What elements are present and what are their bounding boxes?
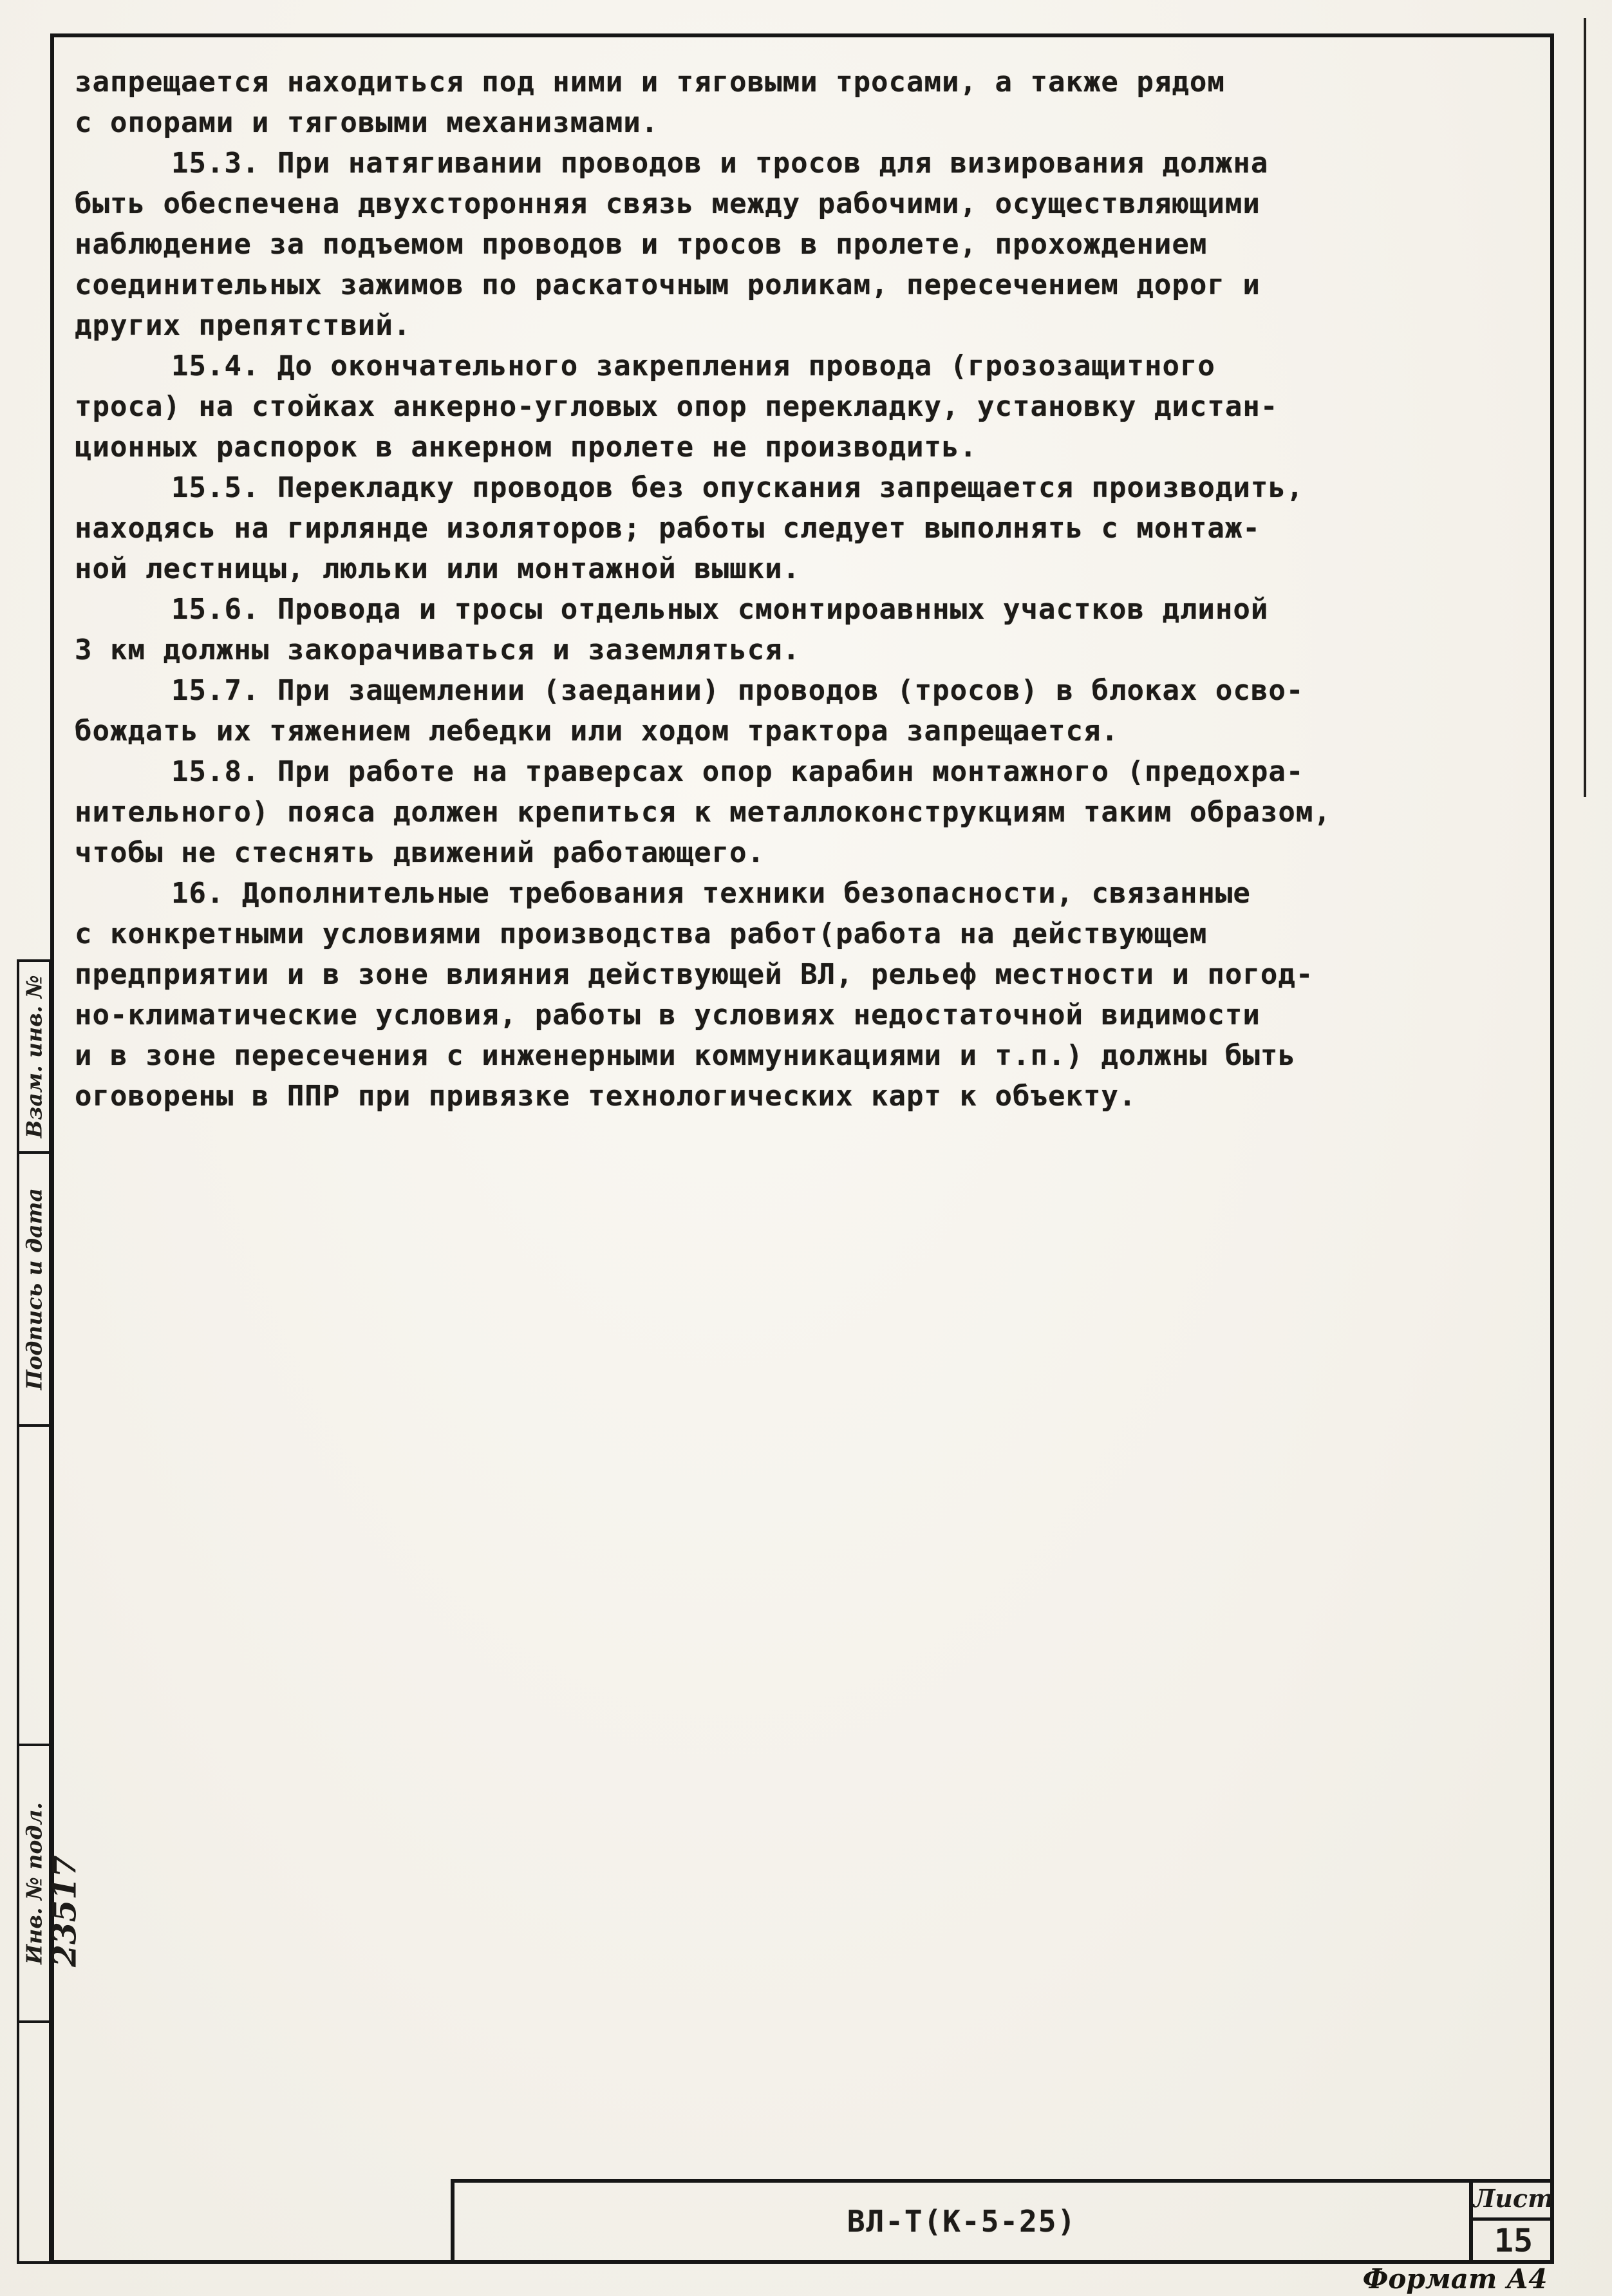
text-line: наблюдение за подъемом проводов и тросов в пролете, прохождением (75, 228, 1208, 261)
text-line: оговорены в ППР при привязке технологических карт к объекту. (75, 1080, 1137, 1113)
format-note-handwritten: Формат А4 (1362, 2263, 1548, 2295)
paragraph (75, 751, 1549, 873)
paragraph (75, 143, 1549, 346)
text-line: с конкретными условиями производства работ(работа на действующем (75, 917, 1208, 950)
text-line: 15.5. Перекладку проводов без опускания запрещается производить, (171, 471, 1304, 504)
text-line: запрещается находиться под ними и тяговыми тросами, а также рядом (75, 66, 1225, 99)
paragraph (75, 346, 1549, 467)
margin-box-empty-upper (17, 1424, 52, 1746)
text-line: 15.7. При защемлении (заедании) проводов (тросов) в блоках осво- (171, 674, 1304, 707)
text-line: ционных распорок в анкерном пролете не производить. (75, 431, 978, 464)
margin-box-podpis-data (17, 1151, 52, 1427)
sheet-number: 15 (1494, 2221, 1533, 2259)
text-line: быть обеспечена двухсторонняя связь между рабочими, осуществляющими (75, 187, 1261, 220)
text-line: но-климатические условия, работы в условиях недостаточной видимости (75, 999, 1261, 1031)
sheet-label: Лист (1473, 2183, 1554, 2213)
text-line: находясь на гирлянде изоляторов; работы следует выполнять с монтаж- (75, 512, 1261, 545)
text-line: других препятствий. (75, 309, 411, 342)
paragraph (75, 62, 1549, 143)
paragraph (75, 670, 1549, 751)
paragraph (75, 873, 1549, 1116)
text-line: нительного) пояса должен крепиться к металлоконструкциям таким образом, (75, 796, 1331, 829)
text-line: 15.4. До окончательного закрепления провода (грозозащитного (171, 350, 1215, 382)
text-line: 16. Дополнительные требования техники безопасности, связанные (171, 877, 1251, 910)
text-line: 3 км должны закорачиваться и заземляться. (75, 634, 801, 666)
paragraph (75, 467, 1549, 589)
margin-label-podpis-data: Подпись и дата (21, 1188, 47, 1390)
text-line: 15.6. Провода и тросы отдельных смонтироавнных участков длиной (171, 593, 1269, 626)
text-line: чтобы не стеснять движений работающего. (75, 836, 765, 869)
margin-label-inv-podl: Инв. № подл. (21, 1802, 47, 1964)
inventory-number-handwritten: 23517 (45, 1855, 84, 1967)
document-text (75, 62, 1549, 1116)
text-line: 15.3. При натягивании проводов и тросов для визирования должна (171, 147, 1269, 180)
text-line: 15.8. При работе на траверсах опор карабин монтажного (предохра- (171, 755, 1304, 788)
margin-box-vzam-inv (17, 959, 52, 1154)
document-code: ВЛ-Т(К-5-25) (847, 2204, 1077, 2239)
margin-box-empty-lower (17, 2020, 52, 2264)
text-line: соединительных зажимов по раскаточным роликам, пересечением дорог и (75, 268, 1261, 301)
margin-label-vzam-inv: Взам. инв. № (21, 975, 47, 1138)
text-line: ной лестницы, люльки или монтажной вышки. (75, 552, 801, 585)
scan-page-edge-artifact (1584, 18, 1586, 797)
text-line: и в зоне пересечения с инженерными коммуникациями и т.п.) должны быть (75, 1039, 1296, 1072)
text-line: с опорами и тяговыми механизмами. (75, 106, 659, 139)
text-line: предприятии и в зоне влияния действующей ВЛ, рельеф местности и погод- (75, 958, 1314, 991)
paragraph (75, 589, 1549, 670)
text-line: бождать их тяжением лебедки или ходом трактора запрещается. (75, 715, 1119, 748)
text-line: троса) на стойках анкерно-угловых опор перекладку, установку дистан- (75, 390, 1279, 423)
